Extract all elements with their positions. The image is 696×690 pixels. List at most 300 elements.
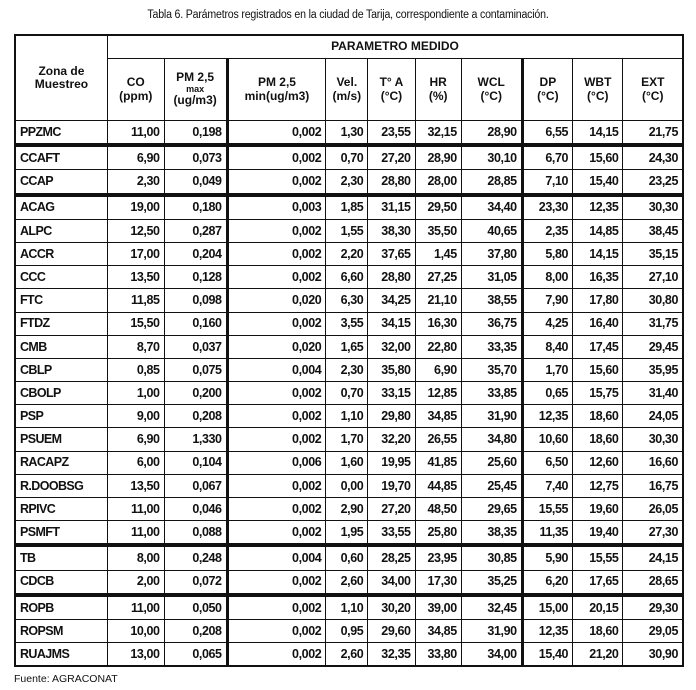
value-cell: 24,05 xyxy=(623,405,683,428)
value-cell: 23,55 xyxy=(368,121,415,146)
table-row xyxy=(15,521,683,546)
value-cell: 0,200 xyxy=(164,382,227,405)
value-cell: 2,30 xyxy=(326,358,368,381)
value-cell: 0,002 xyxy=(227,266,326,289)
zone-cell: TB xyxy=(15,545,107,570)
column-header xyxy=(107,59,164,121)
value-cell: 17,45 xyxy=(573,335,623,358)
value-cell: 0,70 xyxy=(326,382,368,405)
value-cell: 5,80 xyxy=(522,242,572,265)
value-cell: 17,80 xyxy=(573,289,623,312)
table-row xyxy=(15,595,683,620)
value-cell: 35,50 xyxy=(415,219,461,242)
value-cell: 39,00 xyxy=(415,595,461,620)
value-cell: 6,20 xyxy=(522,570,572,595)
table-row xyxy=(15,405,683,428)
column-header xyxy=(415,59,461,121)
value-cell: 0,046 xyxy=(164,498,227,521)
value-cell: 0,002 xyxy=(227,570,326,595)
column-header-line1: PM 2,5 xyxy=(257,75,296,90)
value-cell: 0,002 xyxy=(227,474,326,497)
value-cell: 28,90 xyxy=(461,121,522,146)
value-cell: 31,15 xyxy=(368,195,415,220)
value-cell: 0,006 xyxy=(227,451,326,474)
value-cell: 31,75 xyxy=(623,312,683,335)
value-cell: 6,90 xyxy=(107,145,164,170)
value-cell: 31,40 xyxy=(623,382,683,405)
value-cell: 19,60 xyxy=(573,498,623,521)
value-cell: 30,20 xyxy=(368,595,415,620)
value-cell: 11,00 xyxy=(107,121,164,146)
value-cell: 6,50 xyxy=(522,451,572,474)
table-row xyxy=(15,335,683,358)
value-cell: 34,85 xyxy=(415,405,461,428)
zone-cell: ACAG xyxy=(15,195,107,220)
value-cell: 0,70 xyxy=(326,145,368,170)
value-cell: 14,15 xyxy=(573,121,623,146)
column-header-line2: (°C) xyxy=(587,88,609,103)
table-row xyxy=(15,219,683,242)
value-cell: 33,80 xyxy=(415,643,461,667)
value-cell: 0,049 xyxy=(164,170,227,195)
value-cell: 28,80 xyxy=(368,266,415,289)
value-cell: 0,208 xyxy=(164,405,227,428)
value-cell: 18,60 xyxy=(573,405,623,428)
zone-cell: PPZMC xyxy=(15,121,107,146)
value-cell: 29,60 xyxy=(368,619,415,642)
zone-cell: RPIVC xyxy=(15,498,107,521)
column-header-line2: (°C) xyxy=(537,88,559,103)
value-cell: 0,248 xyxy=(164,545,227,570)
zone-cell: FTDZ xyxy=(15,312,107,335)
value-cell: 32,00 xyxy=(368,335,415,358)
value-cell: 19,40 xyxy=(573,521,623,546)
value-cell: 34,85 xyxy=(415,619,461,642)
value-cell: 29,05 xyxy=(623,619,683,642)
value-cell: 38,30 xyxy=(368,219,415,242)
zone-cell: CBOLP xyxy=(15,382,107,405)
table-row xyxy=(15,451,683,474)
value-cell: 9,00 xyxy=(107,405,164,428)
value-cell: 34,80 xyxy=(461,428,522,451)
table-row xyxy=(15,289,683,312)
value-cell: 2,20 xyxy=(326,242,368,265)
value-cell: 15,00 xyxy=(522,595,572,620)
column-header-line2: (°C) xyxy=(480,88,502,103)
zone-cell: PSP xyxy=(15,405,107,428)
zone-cell: FTC xyxy=(15,289,107,312)
value-cell: 0,020 xyxy=(227,335,326,358)
value-cell: 28,90 xyxy=(415,145,461,170)
value-cell: 21,75 xyxy=(623,121,683,146)
contamination-parameters-table xyxy=(14,34,684,667)
value-cell: 6,00 xyxy=(107,451,164,474)
value-cell: 0,002 xyxy=(227,312,326,335)
value-cell: 2,00 xyxy=(107,570,164,595)
column-header-line2: (%) xyxy=(428,88,448,103)
table-row xyxy=(15,545,683,570)
value-cell: 28,25 xyxy=(368,545,415,570)
value-cell: 11,85 xyxy=(107,289,164,312)
value-cell: 1,85 xyxy=(326,195,368,220)
zone-cell: RUAJMS xyxy=(15,643,107,667)
column-header-line2: (m/s) xyxy=(332,88,362,103)
value-cell: 1,70 xyxy=(522,358,572,381)
value-cell: 32,35 xyxy=(368,643,415,667)
value-cell: 29,45 xyxy=(623,335,683,358)
value-cell: 10,60 xyxy=(522,428,572,451)
value-cell: 21,20 xyxy=(573,643,623,667)
value-cell: 14,85 xyxy=(573,219,623,242)
value-cell: 27,30 xyxy=(623,521,683,546)
value-cell: 41,85 xyxy=(415,451,461,474)
column-header-line2: (°C) xyxy=(380,88,403,103)
value-cell: 1,70 xyxy=(326,428,368,451)
value-cell: 12,60 xyxy=(573,451,623,474)
value-cell: 19,00 xyxy=(107,195,164,220)
value-cell: 1,330 xyxy=(164,428,227,451)
value-cell: 0,037 xyxy=(164,335,227,358)
value-cell: 33,85 xyxy=(461,382,522,405)
value-cell: 37,65 xyxy=(368,242,415,265)
value-cell: 25,45 xyxy=(461,474,522,497)
value-cell: 11,00 xyxy=(107,595,164,620)
value-cell: 28,80 xyxy=(368,170,415,195)
value-cell: 34,25 xyxy=(368,289,415,312)
value-cell: 27,20 xyxy=(368,145,415,170)
column-header-line1: HR xyxy=(429,75,447,90)
value-cell: 0,002 xyxy=(227,242,326,265)
value-cell: 0,067 xyxy=(164,474,227,497)
value-cell: 29,30 xyxy=(623,595,683,620)
value-cell: 0,088 xyxy=(164,521,227,546)
column-header-line1: EXT xyxy=(641,75,665,90)
value-cell: 15,40 xyxy=(522,643,572,667)
table-row xyxy=(15,428,683,451)
value-cell: 0,002 xyxy=(227,170,326,195)
zone-cell: R.DOOBSG xyxy=(15,474,107,497)
value-cell: 30,30 xyxy=(623,428,683,451)
value-cell: 32,20 xyxy=(368,428,415,451)
value-cell: 36,75 xyxy=(461,312,522,335)
zone-cell: CCC xyxy=(15,266,107,289)
zone-cell: ALPC xyxy=(15,219,107,242)
value-cell: 35,70 xyxy=(461,358,522,381)
value-cell: 1,95 xyxy=(326,521,368,546)
value-cell: 0,002 xyxy=(227,521,326,546)
column-header xyxy=(227,59,326,121)
value-cell: 15,50 xyxy=(107,312,164,335)
value-cell: 34,00 xyxy=(368,570,415,595)
value-cell: 6,90 xyxy=(415,358,461,381)
value-cell: 38,55 xyxy=(461,289,522,312)
value-cell: 0,60 xyxy=(326,545,368,570)
column-header-line1: T° A xyxy=(379,75,404,90)
column-header xyxy=(368,59,415,121)
value-cell: 0,00 xyxy=(326,474,368,497)
value-cell: 48,50 xyxy=(415,498,461,521)
table-row xyxy=(15,145,683,170)
value-cell: 23,95 xyxy=(415,545,461,570)
value-cell: 31,90 xyxy=(461,405,522,428)
value-cell: 33,15 xyxy=(368,382,415,405)
value-cell: 11,00 xyxy=(107,498,164,521)
value-cell: 2,35 xyxy=(522,219,572,242)
column-header-line1: WCL xyxy=(477,75,505,90)
zone-cell: ROPB xyxy=(15,595,107,620)
value-cell: 26,55 xyxy=(415,428,461,451)
value-cell: 26,05 xyxy=(623,498,683,521)
table-row xyxy=(15,170,683,195)
source-note: Fuente: AGRACONAT xyxy=(14,673,118,685)
zone-cell: ROPSM xyxy=(15,619,107,642)
value-cell: 8,40 xyxy=(522,335,572,358)
value-cell: 12,50 xyxy=(107,219,164,242)
value-cell: 20,15 xyxy=(573,595,623,620)
value-cell: 24,15 xyxy=(623,545,683,570)
value-cell: 1,60 xyxy=(326,451,368,474)
value-cell: 8,70 xyxy=(107,335,164,358)
value-cell: 1,45 xyxy=(415,242,461,265)
value-cell: 0,002 xyxy=(227,619,326,642)
value-cell: 0,004 xyxy=(227,545,326,570)
value-cell: 8,00 xyxy=(107,545,164,570)
value-cell: 4,25 xyxy=(522,312,572,335)
value-cell: 10,00 xyxy=(107,619,164,642)
value-cell: 14,15 xyxy=(573,242,623,265)
value-cell: 1,55 xyxy=(326,219,368,242)
value-cell: 30,85 xyxy=(461,545,522,570)
table-row xyxy=(15,358,683,381)
column-header-line2: (ppm) xyxy=(119,88,153,103)
value-cell: 16,75 xyxy=(623,474,683,497)
value-cell: 0,180 xyxy=(164,195,227,220)
value-cell: 18,60 xyxy=(573,428,623,451)
value-cell: 0,287 xyxy=(164,219,227,242)
table-row xyxy=(15,643,683,667)
value-cell: 38,35 xyxy=(461,521,522,546)
value-cell: 0,104 xyxy=(164,451,227,474)
column-header xyxy=(573,59,623,121)
zone-cell: CCAFT xyxy=(15,145,107,170)
value-cell: 24,30 xyxy=(623,145,683,170)
value-cell: 15,40 xyxy=(573,170,623,195)
value-cell: 19,70 xyxy=(368,474,415,497)
value-cell: 0,002 xyxy=(227,595,326,620)
value-cell: 0,002 xyxy=(227,428,326,451)
zone-header-line1: Zona de xyxy=(38,63,85,78)
table-row xyxy=(15,266,683,289)
value-cell: 30,10 xyxy=(461,145,522,170)
value-cell: 11,00 xyxy=(107,521,164,546)
zone-cell: CCAP xyxy=(15,170,107,195)
value-cell: 1,00 xyxy=(107,382,164,405)
value-cell: 1,30 xyxy=(326,121,368,146)
table-row xyxy=(15,195,683,220)
value-cell: 2,30 xyxy=(326,170,368,195)
zone-cell: ACCR xyxy=(15,242,107,265)
value-cell: 37,80 xyxy=(461,242,522,265)
value-cell: 1,10 xyxy=(326,595,368,620)
value-cell: 0,208 xyxy=(164,619,227,642)
value-cell: 33,35 xyxy=(461,335,522,358)
value-cell: 0,075 xyxy=(164,358,227,381)
column-header-line3: (ug/m3) xyxy=(173,93,217,108)
value-cell: 15,75 xyxy=(573,382,623,405)
value-cell: 0,002 xyxy=(227,405,326,428)
column-header-line1: WBT xyxy=(584,75,612,90)
value-cell: 27,25 xyxy=(415,266,461,289)
value-cell: 7,40 xyxy=(522,474,572,497)
value-cell: 0,050 xyxy=(164,595,227,620)
table-row xyxy=(15,570,683,595)
value-cell: 32,15 xyxy=(415,121,461,146)
value-cell: 0,002 xyxy=(227,121,326,146)
value-cell: 3,55 xyxy=(326,312,368,335)
value-cell: 13,50 xyxy=(107,474,164,497)
column-header-line1: Vel. xyxy=(336,75,358,90)
value-cell: 17,00 xyxy=(107,242,164,265)
column-header xyxy=(522,59,572,121)
zone-cell: CDCB xyxy=(15,570,107,595)
value-cell: 0,002 xyxy=(227,498,326,521)
value-cell: 0,198 xyxy=(164,121,227,146)
value-cell: 44,85 xyxy=(415,474,461,497)
value-cell: 16,35 xyxy=(573,266,623,289)
value-cell: 2,90 xyxy=(326,498,368,521)
value-cell: 0,004 xyxy=(227,358,326,381)
value-cell: 0,065 xyxy=(164,643,227,667)
value-cell: 0,002 xyxy=(227,382,326,405)
value-cell: 0,020 xyxy=(227,289,326,312)
value-cell: 1,65 xyxy=(326,335,368,358)
value-cell: 17,65 xyxy=(573,570,623,595)
value-cell: 35,95 xyxy=(623,358,683,381)
value-cell: 0,65 xyxy=(522,382,572,405)
value-cell: 0,204 xyxy=(164,242,227,265)
value-cell: 21,10 xyxy=(415,289,461,312)
value-cell: 0,002 xyxy=(227,145,326,170)
table-row xyxy=(15,619,683,642)
value-cell: 12,75 xyxy=(573,474,623,497)
value-cell: 12,35 xyxy=(522,405,572,428)
zone-cell: RACAPZ xyxy=(15,451,107,474)
table-row xyxy=(15,121,683,146)
value-cell: 27,10 xyxy=(623,266,683,289)
value-cell: 29,50 xyxy=(415,195,461,220)
value-cell: 2,30 xyxy=(107,170,164,195)
value-cell: 28,65 xyxy=(623,570,683,595)
value-cell: 2,60 xyxy=(326,570,368,595)
value-cell: 6,30 xyxy=(326,289,368,312)
table-row xyxy=(15,382,683,405)
value-cell: 12,35 xyxy=(573,195,623,220)
value-cell: 0,128 xyxy=(164,266,227,289)
table-row xyxy=(15,242,683,265)
column-header xyxy=(326,59,368,121)
zone-cell: CMB xyxy=(15,335,107,358)
value-cell: 34,00 xyxy=(461,643,522,667)
value-cell: 22,80 xyxy=(415,335,461,358)
value-cell: 34,40 xyxy=(461,195,522,220)
value-cell: 19,95 xyxy=(368,451,415,474)
value-cell: 7,90 xyxy=(522,289,572,312)
value-cell: 16,60 xyxy=(623,451,683,474)
value-cell: 1,10 xyxy=(326,405,368,428)
value-cell: 27,20 xyxy=(368,498,415,521)
value-cell: 33,55 xyxy=(368,521,415,546)
value-cell: 35,25 xyxy=(461,570,522,595)
value-cell: 28,00 xyxy=(415,170,461,195)
value-cell: 17,30 xyxy=(415,570,461,595)
value-cell: 34,15 xyxy=(368,312,415,335)
value-cell: 12,85 xyxy=(415,382,461,405)
column-header-line2: (°C) xyxy=(642,88,664,103)
value-cell: 18,60 xyxy=(573,619,623,642)
value-cell: 0,002 xyxy=(227,219,326,242)
table-caption: Tabla 6. Parámetros registrados en la ciudad de Tarija, correspondiente a contaminación. xyxy=(147,9,549,21)
value-cell: 15,55 xyxy=(573,545,623,570)
value-cell: 25,60 xyxy=(461,451,522,474)
value-cell: 5,90 xyxy=(522,545,572,570)
table-row xyxy=(15,498,683,521)
value-cell: 23,25 xyxy=(623,170,683,195)
value-cell: 29,65 xyxy=(461,498,522,521)
value-cell: 29,80 xyxy=(368,405,415,428)
value-cell: 30,30 xyxy=(623,195,683,220)
value-cell: 0,072 xyxy=(164,570,227,595)
table-row xyxy=(15,474,683,497)
value-cell: 0,073 xyxy=(164,145,227,170)
column-header xyxy=(461,59,522,121)
value-cell: 7,10 xyxy=(522,170,572,195)
value-cell: 2,60 xyxy=(326,643,368,667)
value-cell: 32,45 xyxy=(461,595,522,620)
value-cell: 12,35 xyxy=(522,619,572,642)
value-cell: 0,85 xyxy=(107,358,164,381)
value-cell: 16,30 xyxy=(415,312,461,335)
value-cell: 38,45 xyxy=(623,219,683,242)
zone-cell: CBLP xyxy=(15,358,107,381)
column-header-line1: DP xyxy=(539,75,557,90)
value-cell: 6,60 xyxy=(326,266,368,289)
value-cell: 31,05 xyxy=(461,266,522,289)
value-cell: 15,60 xyxy=(573,358,623,381)
value-cell: 13,00 xyxy=(107,643,164,667)
value-cell: 30,80 xyxy=(623,289,683,312)
value-cell: 11,35 xyxy=(522,521,572,546)
value-cell: 31,90 xyxy=(461,619,522,642)
value-cell: 0,002 xyxy=(227,643,326,667)
zone-column-header xyxy=(15,35,107,121)
value-cell: 6,55 xyxy=(522,121,572,146)
table-row xyxy=(15,312,683,335)
value-cell: 15,60 xyxy=(573,145,623,170)
value-cell: 40,65 xyxy=(461,219,522,242)
column-header-line1: CO xyxy=(126,75,145,90)
value-cell: 35,15 xyxy=(623,242,683,265)
column-header xyxy=(623,59,683,121)
value-cell: 13,50 xyxy=(107,266,164,289)
value-cell: 0,95 xyxy=(326,619,368,642)
column-header-line1: PM 2,5 xyxy=(176,70,215,85)
value-cell: 0,003 xyxy=(227,195,326,220)
parameter-group-header: PARAMETRO MEDIDO xyxy=(107,35,683,59)
value-cell: 6,90 xyxy=(107,428,164,451)
column-header-line2: max xyxy=(186,83,205,94)
column-header xyxy=(164,59,227,121)
value-cell: 28,85 xyxy=(461,170,522,195)
